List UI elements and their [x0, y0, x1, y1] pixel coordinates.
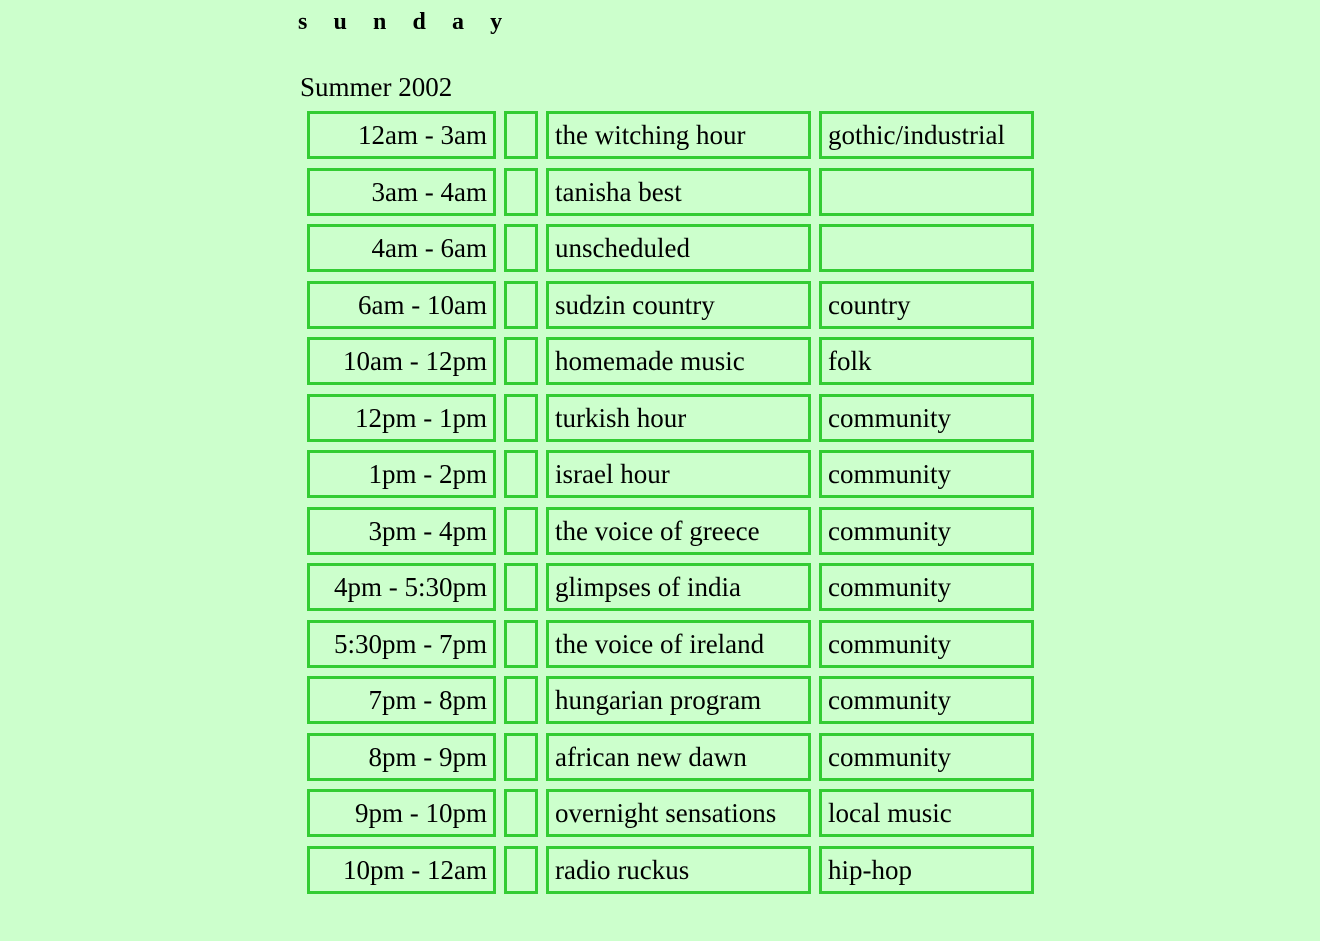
time-cell: 3pm - 4pm: [307, 507, 496, 555]
show-cell: hungarian program: [546, 676, 811, 724]
genre-cell: community: [819, 676, 1034, 724]
time-cell: 8pm - 9pm: [307, 733, 496, 781]
time-cell: 4pm - 5:30pm: [307, 563, 496, 611]
show-cell: unscheduled: [546, 224, 811, 272]
time-cell: 9pm - 10pm: [307, 789, 496, 837]
show-cell: the witching hour: [546, 111, 811, 159]
table-row: [307, 620, 1034, 668]
table-row: [307, 224, 1034, 272]
show-cell: the voice of ireland: [546, 620, 811, 668]
marker-cell: [504, 337, 538, 385]
table-row: [307, 789, 1034, 837]
time-cell: 3am - 4am: [307, 168, 496, 216]
day-title: s u n d a y: [298, 9, 513, 35]
marker-cell: [504, 281, 538, 329]
time-cell: 1pm - 2pm: [307, 450, 496, 498]
genre-cell: community: [819, 620, 1034, 668]
marker-cell: [504, 224, 538, 272]
marker-cell: [504, 676, 538, 724]
show-cell: sudzin country: [546, 281, 811, 329]
table-row: [307, 563, 1034, 611]
table-row: [307, 394, 1034, 442]
marker-cell: [504, 789, 538, 837]
table-row: [307, 733, 1034, 781]
genre-cell: folk: [819, 337, 1034, 385]
genre-cell: community: [819, 733, 1034, 781]
show-cell: african new dawn: [546, 733, 811, 781]
table-row: [307, 846, 1034, 894]
time-cell: 10pm - 12am: [307, 846, 496, 894]
table-row: [307, 676, 1034, 724]
genre-cell: local music: [819, 789, 1034, 837]
show-cell: turkish hour: [546, 394, 811, 442]
marker-cell: [504, 450, 538, 498]
genre-cell: community: [819, 563, 1034, 611]
genre-cell: [819, 224, 1034, 272]
genre-cell: gothic/industrial: [819, 111, 1034, 159]
time-cell: 12am - 3am: [307, 111, 496, 159]
show-cell: the voice of greece: [546, 507, 811, 555]
marker-cell: [504, 563, 538, 611]
table-row: [307, 450, 1034, 498]
genre-cell: community: [819, 507, 1034, 555]
genre-cell: [819, 168, 1034, 216]
marker-cell: [504, 620, 538, 668]
table-row: [307, 337, 1034, 385]
show-cell: tanisha best: [546, 168, 811, 216]
table-row: [307, 507, 1034, 555]
genre-cell: community: [819, 394, 1034, 442]
time-cell: 5:30pm - 7pm: [307, 620, 496, 668]
marker-cell: [504, 507, 538, 555]
show-cell: israel hour: [546, 450, 811, 498]
show-cell: overnight sensations: [546, 789, 811, 837]
time-cell: 6am - 10am: [307, 281, 496, 329]
marker-cell: [504, 168, 538, 216]
genre-cell: hip-hop: [819, 846, 1034, 894]
show-cell: homemade music: [546, 337, 811, 385]
table-row: [307, 168, 1034, 216]
time-cell: 7pm - 8pm: [307, 676, 496, 724]
genre-cell: community: [819, 450, 1034, 498]
show-cell: glimpses of india: [546, 563, 811, 611]
marker-cell: [504, 394, 538, 442]
marker-cell: [504, 111, 538, 159]
time-cell: 12pm - 1pm: [307, 394, 496, 442]
table-row: [307, 281, 1034, 329]
time-cell: 4am - 6am: [307, 224, 496, 272]
time-cell: 10am - 12pm: [307, 337, 496, 385]
show-cell: radio ruckus: [546, 846, 811, 894]
marker-cell: [504, 846, 538, 894]
marker-cell: [504, 733, 538, 781]
season-label: Summer 2002: [300, 72, 453, 102]
table-row: [307, 111, 1034, 159]
genre-cell: country: [819, 281, 1034, 329]
